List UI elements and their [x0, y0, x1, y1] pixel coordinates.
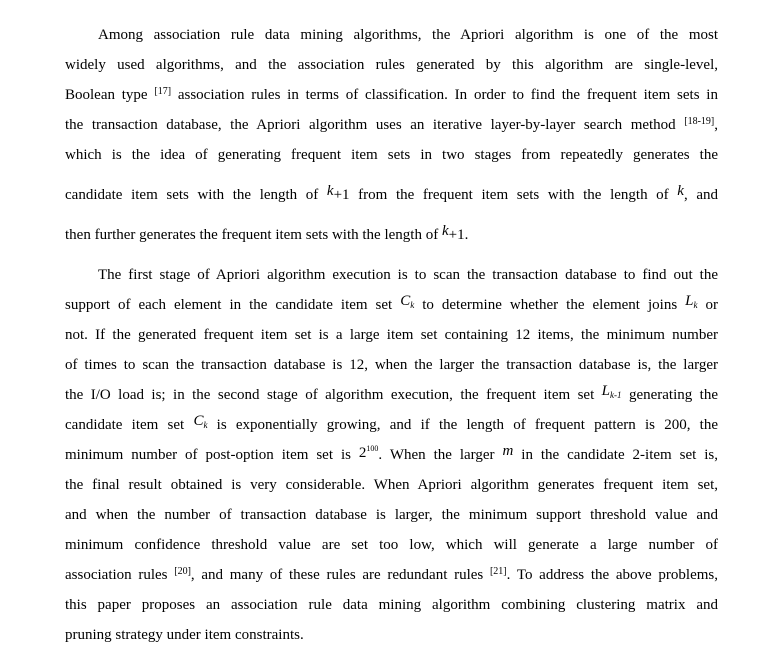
text-run: ,	[714, 117, 718, 133]
text-run: the transaction database, the Apriori algorithm uses an iterative layer-by-layer search method	[65, 117, 685, 133]
text-run: support of each element in the candidate item set	[65, 297, 401, 313]
text-run: generating the	[621, 387, 718, 403]
text-run: minimum number of post-option item set is	[65, 447, 359, 463]
text-line: Boolean type [17] association rules in terms of classification. In order to find the frequent item sets in	[65, 86, 718, 103]
text-line	[65, 290, 718, 320]
text-run: or	[697, 297, 718, 313]
paragraph	[65, 260, 718, 650]
text-run: +1.	[448, 227, 469, 243]
text-run: association rules in terms of classification. In order to find the frequent item sets in	[171, 87, 718, 103]
text-run: of times to scan the transaction database is 12, when the larger the transaction database is, the larger	[65, 357, 718, 373]
text-line	[65, 180, 718, 210]
text-run: widely used algorithms, and the association rules generated by this algorithm are single-level,	[65, 57, 718, 73]
text-line	[65, 380, 718, 410]
paragraph	[65, 20, 718, 250]
math-variable: m	[502, 443, 514, 459]
text-run: candidate item set	[65, 417, 194, 433]
text-line	[65, 20, 718, 50]
text-run: which is the idea of generating frequent item sets in two stages from repeatedly generates the	[65, 147, 718, 163]
text-run: association rules	[65, 567, 175, 583]
text-line: association rules [20], and many of these rules are redundant rules [21]. To address the above problems,	[65, 566, 718, 583]
text-run: . When the larger	[378, 447, 503, 463]
text-run: this paper proposes an association rule data mining algorithm combining clustering matrix and	[65, 597, 718, 613]
text-line	[65, 320, 718, 350]
text-run: then further generates the frequent item sets with the length of	[65, 227, 442, 243]
math-power-expression: $2^{100}$	[358, 444, 379, 461]
math-variable: k	[677, 183, 684, 199]
text-line	[65, 470, 718, 500]
math-variable-with-subscript: $L_k$	[685, 293, 698, 310]
text-line	[65, 50, 718, 80]
text-run: , and	[683, 187, 718, 203]
text-line	[65, 440, 718, 470]
text-run: to determine whether the element joins	[414, 297, 686, 313]
text-run: +1 from the frequent item sets with the length of	[333, 187, 678, 203]
text-run: Boolean type	[65, 87, 155, 103]
text-run: is exponentially growing, and if the length of frequent pattern is 200, the	[207, 417, 718, 433]
text-run: , and many of these rules are redundant rules	[190, 567, 490, 583]
text-line	[65, 530, 718, 560]
text-line: the transaction database, the Apriori algorithm uses an iterative layer-by-layer search method [18-19],	[65, 116, 718, 133]
text-line	[65, 260, 718, 290]
text-run: Among association rule data mining algorithms, the Apriori algorithm is one of the most	[98, 27, 718, 43]
text-run: pruning strategy under item constraints.	[65, 627, 304, 643]
math-variable-with-subscript: $L_{k-1}$	[601, 383, 622, 400]
text-line	[65, 620, 718, 650]
text-line	[65, 500, 718, 530]
text-run: and when the number of transaction database is larger, the minimum support threshold value and	[65, 507, 718, 523]
text-run: . To address the above problems,	[506, 567, 718, 583]
text-line	[65, 220, 718, 250]
text-line	[65, 410, 718, 440]
text-run: minimum confidence threshold value are set too low, which will generate a large number of	[65, 537, 718, 553]
text-run: the final result obtained is very considerable. When Apriori algorithm generates frequent item set,	[65, 477, 718, 493]
text-line	[65, 140, 718, 170]
math-variable-with-subscript: $C_k$	[193, 413, 208, 430]
math-variable-with-subscript: $C_k$	[400, 293, 415, 310]
text-run: The first stage of Apriori algorithm execution is to scan the transaction database to find out the	[98, 267, 718, 283]
math-variable: k	[441, 223, 449, 239]
math-variable: k	[326, 183, 334, 199]
text-run: in the candidate 2-item set is,	[513, 447, 719, 463]
text-line	[65, 590, 718, 620]
text-run: the I/O load is; in the second stage of algorithm execution, the frequent item set	[65, 387, 602, 403]
document-content	[65, 20, 718, 650]
text-run: not. If the generated frequent item set is a large item set containing 12 items, the minimum number	[65, 327, 718, 343]
text-run: candidate item sets with the length of	[65, 187, 327, 203]
